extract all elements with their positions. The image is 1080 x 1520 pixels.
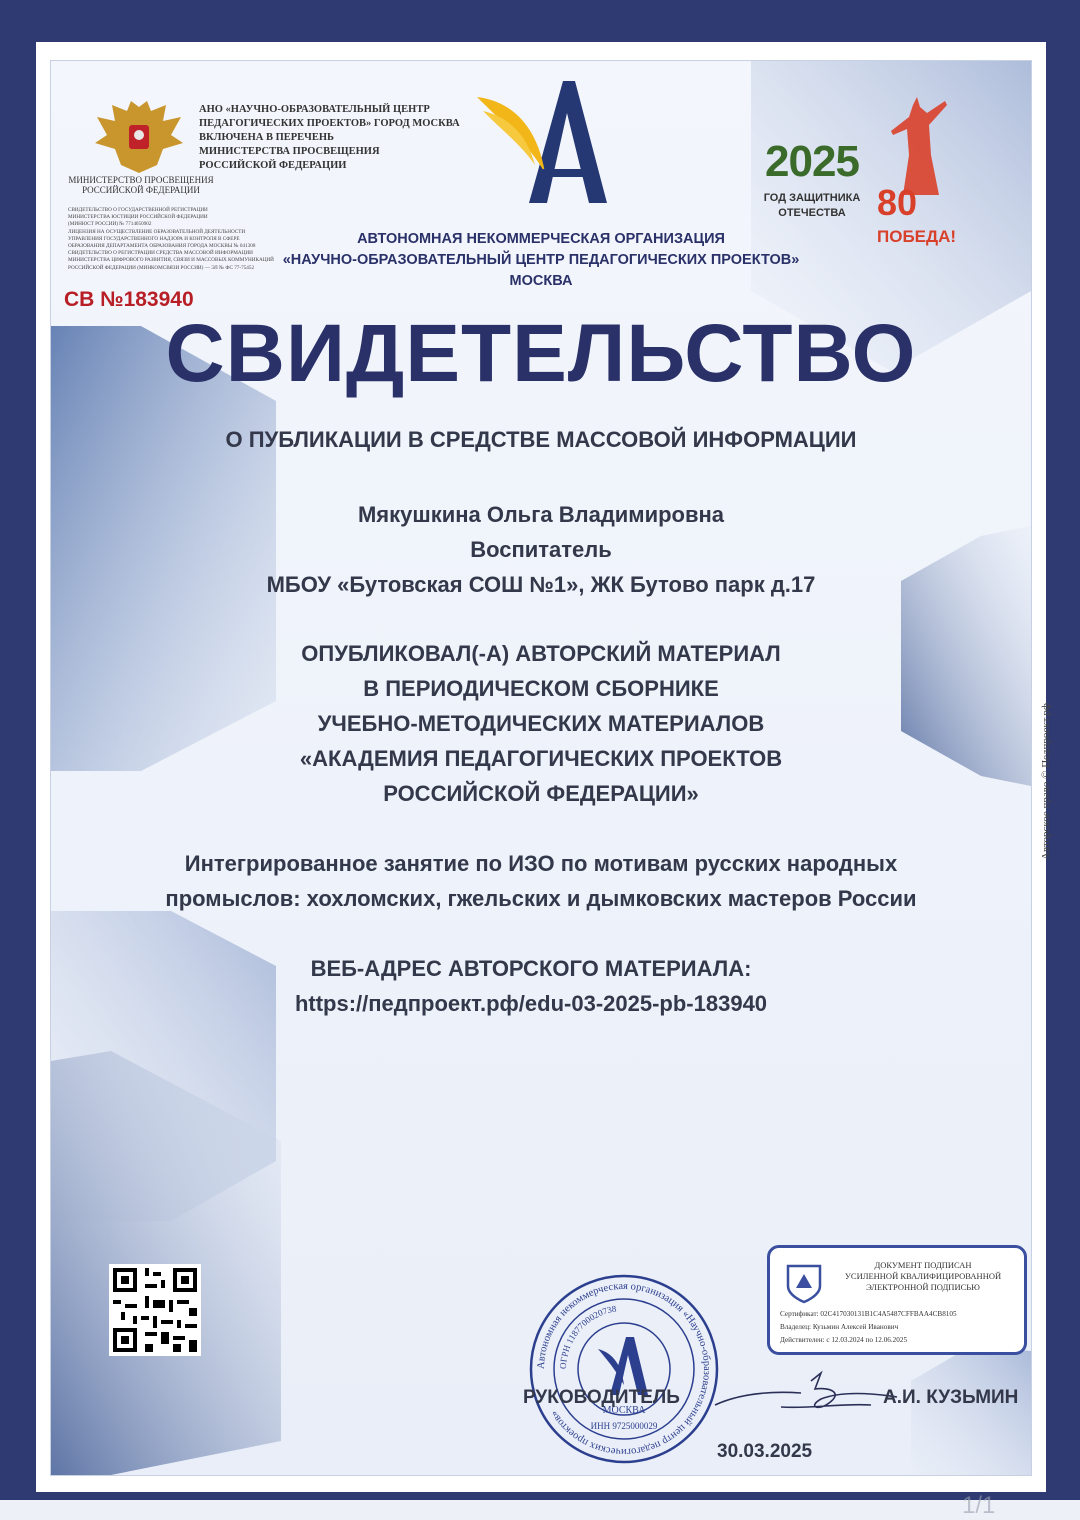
signature-details xyxy=(780,1308,1020,1347)
certificate-sheet xyxy=(50,60,1032,1476)
year-caption-1: ГОД ЗАЩИТНИКА xyxy=(763,192,861,204)
organization-name: АВТОНОМНАЯ НЕКОММЕРЧЕСКАЯ ОРГАНИЗАЦИЯ «НАУЧНО-ОБРАЗОВАТЕЛЬНЫЙ ЦЕНТР ПЕДАГОГИЧЕСКИХ ПРОЕКТОВ» МОСКВА xyxy=(282,231,800,289)
handwritten-signature xyxy=(711,1363,901,1423)
page-indicator: 1/1 xyxy=(962,1492,996,1519)
stamp-ogrn: ОГРН 1187700020738 xyxy=(557,1303,618,1370)
material-title: Интегрированное занятие по ИЗО по мотивам русских народных промыслов: хохломских, гжельских и дымковских мастеров России xyxy=(165,851,917,911)
stamp-ring-text: Автономная некоммерческая организация «Научно-образовательный центр педагогических проектов» xyxy=(535,1280,713,1458)
coat-of-arms-icon xyxy=(91,99,187,177)
moscow-emblem-icon xyxy=(784,1262,824,1304)
year-number: 2025 xyxy=(765,137,859,186)
copyright-note: Авторское право © Педпроект.рф xyxy=(1040,703,1052,860)
victory-number: 80 xyxy=(877,182,918,223)
victory-word: ПОБЕДА! xyxy=(877,227,957,246)
electronic-signature-box xyxy=(767,1245,1027,1355)
qr-code-icon xyxy=(109,1264,201,1356)
hex-right-bottom xyxy=(911,1346,1031,1475)
stamp-city: МОСКВА xyxy=(602,1405,646,1416)
recipient-block xyxy=(51,497,1031,602)
year-caption-2: ОТЕЧЕСТВА xyxy=(778,207,846,219)
material-url[interactable]: https://педпроект.рф/edu-03-2025-pb-183940 xyxy=(294,991,768,1016)
qr-code[interactable] xyxy=(109,1264,201,1356)
signature-heading: ДОКУМЕНТ ПОДПИСАН УСИЛЕННОЙ КВАЛИФИЦИРОВАННОЙ ЭЛЕКТРОННОЙ ПОДПИСЬЮ xyxy=(844,1260,1002,1292)
publication-statement: ОПУБЛИКОВАЛ(-А) АВТОРСКИЙ МАТЕРИАЛ В ПЕРИОДИЧЕСКОМ СБОРНИКЕ УЧЕБНО-МЕТОДИЧЕСКИХ МАТЕРИАЛОВ «АКАДЕМИЯ ПЕДАГОГИЧЕСКИХ ПРОЕКТОВ РОССИЙСКОЙ ФЕДЕРАЦИИ» xyxy=(299,641,783,806)
recipient-name: Мякушкина Ольга Владимировна xyxy=(357,502,725,527)
signature-owner: Владелец: Кузьмин Алексей Иванович xyxy=(780,1323,899,1331)
url-label: ВЕБ-АДРЕС АВТОРСКОГО МАТЕРИАЛА: xyxy=(310,956,752,981)
organization-logo xyxy=(471,73,621,213)
ministry-caption: МИНИСТЕРСТВО ПРОСВЕЩЕНИЯ РОССИЙСКОЙ ФЕДЕРАЦИИ xyxy=(68,175,214,195)
year-badge xyxy=(757,139,867,221)
ano-text: АНО «НАУЧНО-ОБРАЗОВАТЕЛЬНЫЙ ЦЕНТР ПЕДАГОГИЧЕСКИХ ПРОЕКТОВ» ГОРОД МОСКВА ВКЛЮЧЕНА В ПЕРЕЧЕНЬ МИНИСТЕРСТВА ПРОСВЕЩЕНИЯ РОССИЙСКОЙ ФЕДЕРАЦИИ xyxy=(199,104,460,171)
certificate-number: СВ №183940 xyxy=(64,288,194,311)
recipient-position: Воспитатель xyxy=(470,537,612,562)
recipient-organization: МБОУ «Бутовская СОШ №1», ЖК Бутово парк д.17 xyxy=(266,572,816,597)
stamp-inn: ИНН 9725000029 xyxy=(590,1421,658,1431)
organization-stamp xyxy=(526,1271,722,1467)
signature-valid: Действителен: с 12.03.2024 по 12.06.2025 xyxy=(780,1336,908,1344)
signature-certificate: Сертификат: 02C417030131B1C4A5487CFFBAA4CB8105 xyxy=(780,1310,957,1318)
head-name: А.И. КУЗЬМИН xyxy=(883,1387,1019,1408)
certificate-subtitle: О ПУБЛИКАЦИИ В СРЕДСТВЕ МАССОВОЙ ИНФОРМАЦИИ xyxy=(225,427,857,452)
head-label: РУКОВОДИТЕЛЬ xyxy=(523,1387,680,1408)
material-url-block xyxy=(51,951,1011,1021)
issue-date: 30.03.2025 xyxy=(717,1441,813,1462)
registration-fine-print: СВИДЕТЕЛЬСТВО О ГОСУДАРСТВЕННОЙ РЕГИСТРАЦИИ МИНИСТЕРСТВА ЮСТИЦИИ РОССИЙСКОЙ ФЕДЕРАЦИИ (МИНЮСТ РОССИИ) № 7714050902 ЛИЦЕНЗИЯ НА ОСУЩЕСТВЛЕНИЕ ОБРАЗОВАТЕЛЬНОЙ ДЕЯТЕЛЬНОСТИ УПРАВЛЕНИЯ ГОСУДАРСТВЕННОГО НАДЗОРА И КОНТРОЛЯ В СФЕРЕ ОБРАЗОВАНИЯ ДЕПАРТАМЕНТА ОБРАЗОВАНИЯ ГОРОДА МОСКВЫ № 041308 СВИДЕТЕЛЬСТВО О РЕГИСТРАЦИИ СРЕДСТВА МАССОВОЙ ИНФОРМАЦИИ МИНИСТЕРСТВА ЦИФРОВОГО РАЗВИТИЯ, СВЯЗИ И МАССОВЫХ КОММУНИКАЦИЙ РОССИЙСКОЙ ФЕДЕРАЦИИ (МИНКОМСВЯЗИ РОССИИ) — ЭЛ № ФС 77-75452 xyxy=(68,207,274,271)
certificate-title: СВИДЕТЕЛЬСТВО xyxy=(165,308,917,399)
